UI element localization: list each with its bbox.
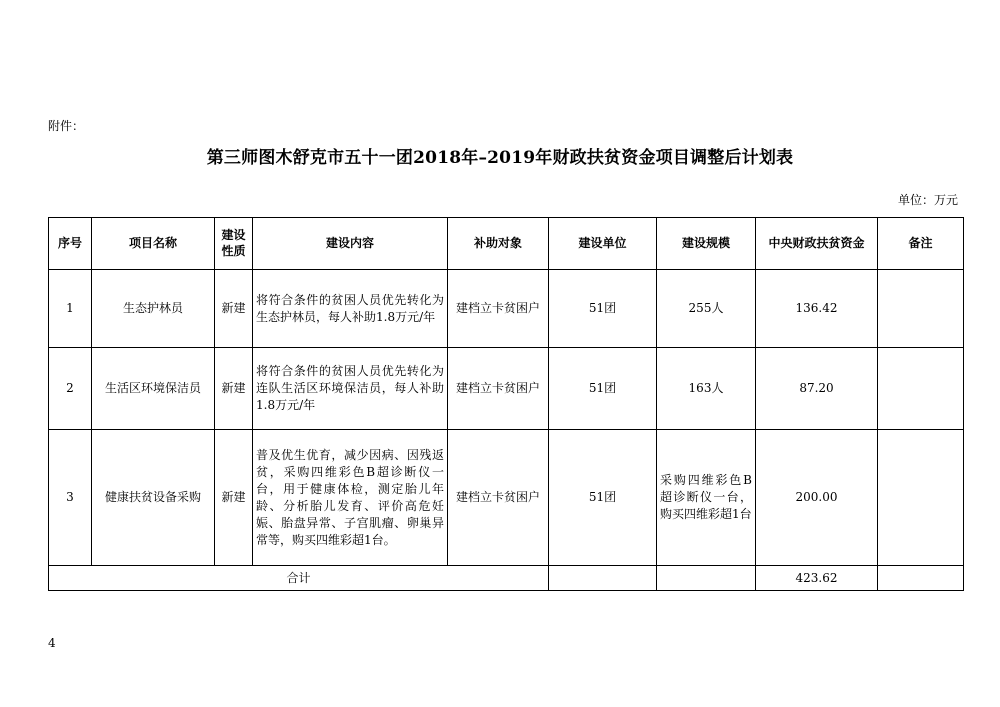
project-name: 生活区环境保洁员 [92, 348, 215, 430]
plan-table [48, 217, 964, 591]
construction-unit: 51团 [549, 270, 657, 348]
remark [878, 270, 964, 348]
header-cell: 中央财政扶贫资金 [756, 218, 878, 270]
subsidy-target: 建档立卡贫困户 [448, 348, 549, 430]
project-name: 健康扶贫设备采购 [92, 430, 215, 566]
subsidy-target: 建档立卡贫困户 [448, 430, 549, 566]
construction-content: 普及优生优育，减少因病、因残返贫，采购四维彩色B超诊断仪一台，用于健康体检，测定胎儿年龄、分析胎儿发育、评价高危妊娠、胎盘异常、子宫肌瘤、卵巢异常等，购买四维彩超1台。 [253, 430, 448, 566]
header-cell: 备注 [878, 218, 964, 270]
remark [878, 348, 964, 430]
construction-unit: 51团 [549, 348, 657, 430]
header-cell: 序号 [49, 218, 92, 270]
construction-type: 新建 [215, 270, 253, 348]
construction-scale: 采购四维彩色B超诊断仪一台，购买四维彩超1台 [657, 430, 756, 566]
total-funds: 423.62 [756, 566, 878, 591]
subsidy-target: 建档立卡贫困户 [448, 270, 549, 348]
total-empty-cell [878, 566, 964, 591]
construction-type: 新建 [215, 348, 253, 430]
total-label: 合计 [49, 566, 549, 591]
page-title: 第三师图木舒克市五十一团2018年–2019年财政扶贫资金项目调整后计划表 [206, 148, 794, 168]
row-number: 1 [49, 270, 92, 348]
project-name: 生态护林员 [92, 270, 215, 348]
construction-scale: 255人 [657, 270, 756, 348]
header-cell [215, 218, 253, 270]
header-cell: 项目名称 [92, 218, 215, 270]
construction-type: 新建 [215, 430, 253, 566]
total-row [49, 566, 964, 591]
remark [878, 430, 964, 566]
header-cell: 补助对象 [448, 218, 549, 270]
annex-label: 附件： [48, 119, 85, 133]
row-number: 3 [49, 430, 92, 566]
page-number: 4 [48, 636, 56, 650]
construction-unit: 51团 [549, 430, 657, 566]
total-empty-cell [657, 566, 756, 591]
table-row [49, 348, 964, 430]
header-cell-label: 建设性质 [221, 228, 246, 258]
header-cell: 建设规模 [657, 218, 756, 270]
row-number: 2 [49, 348, 92, 430]
construction-scale: 163人 [657, 348, 756, 430]
central-funds: 87.20 [756, 348, 878, 430]
central-funds: 200.00 [756, 430, 878, 566]
header-cell: 建设内容 [253, 218, 448, 270]
table-row [49, 270, 964, 348]
header-cell: 建设单位 [549, 218, 657, 270]
construction-content: 将符合条件的贫困人员优先转化为连队生活区环境保洁员，每人补助1.8万元/年 [253, 348, 448, 430]
construction-content: 将符合条件的贫困人员优先转化为生态护林员，每人补助1.8万元/年 [253, 270, 448, 348]
unit-label: 单位：万元 [897, 193, 958, 207]
central-funds: 136.42 [756, 270, 878, 348]
table-row [49, 430, 964, 566]
table-header-row [49, 218, 964, 270]
total-empty-cell [549, 566, 657, 591]
